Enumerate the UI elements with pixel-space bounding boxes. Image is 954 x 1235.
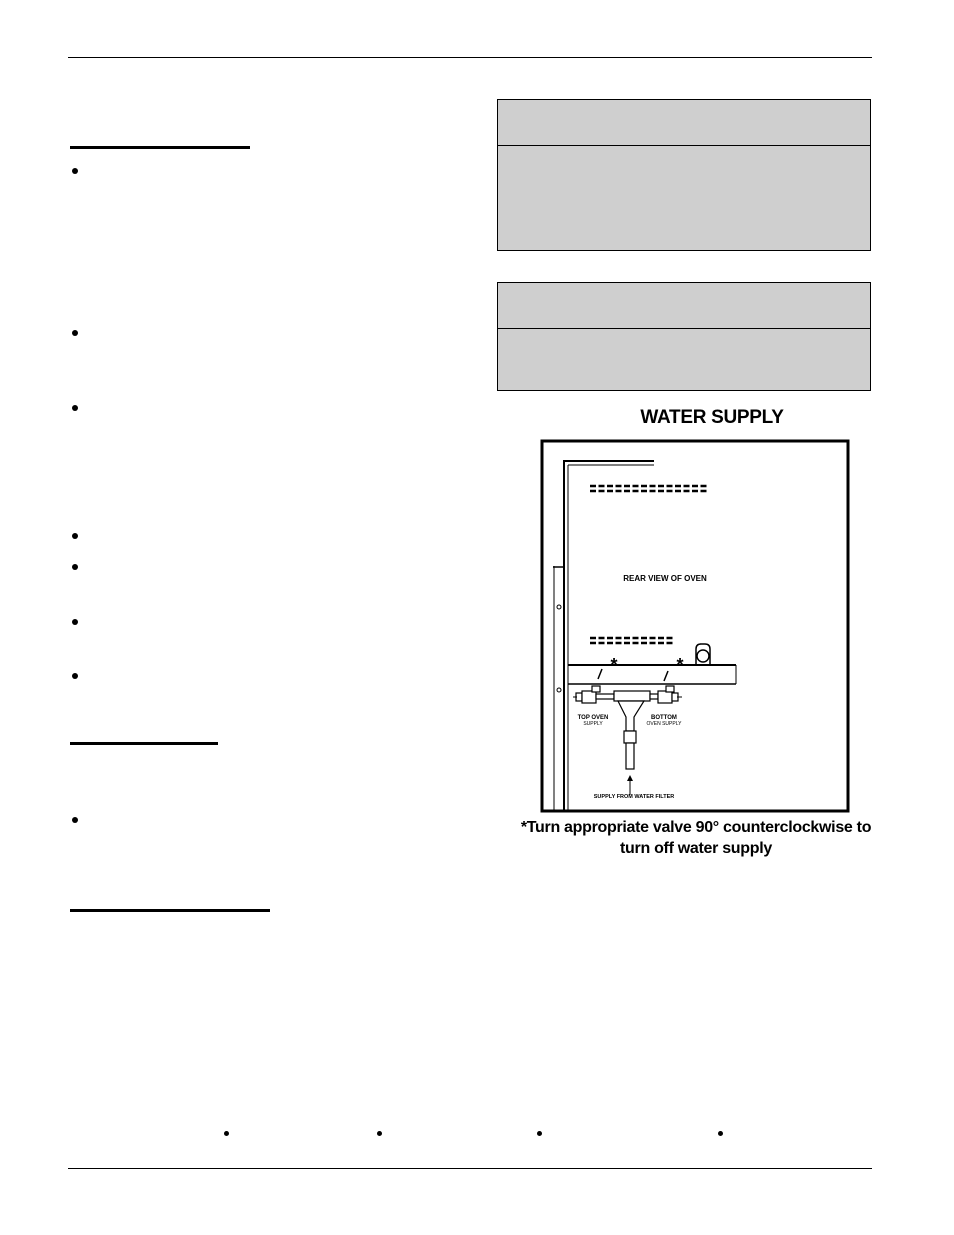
footer-rule [68, 1168, 872, 1169]
list-bullet [72, 533, 78, 539]
list-bullet [72, 673, 78, 679]
section-heading-underline-1 [70, 146, 250, 149]
notice-box-2 [497, 282, 871, 391]
water-supply-diagram [540, 439, 850, 814]
list-bullet [72, 330, 78, 336]
footer-bullet [718, 1131, 723, 1136]
list-bullet [72, 405, 78, 411]
rear-view-label: REAR VIEW OF OVEN [623, 574, 707, 583]
list-bullet [72, 817, 78, 823]
section-heading-underline-3 [70, 909, 270, 912]
top-oven-supply-label-1: TOP OVEN [577, 715, 609, 721]
notice-box-header [498, 100, 870, 146]
notice-box-1 [497, 99, 871, 251]
footer-bullet [537, 1131, 542, 1136]
header-rule [68, 57, 872, 58]
footer-bullet [377, 1131, 382, 1136]
list-bullet [72, 619, 78, 625]
figure-caption [510, 817, 882, 859]
footer-bullet [224, 1131, 229, 1136]
bottom-oven-supply-label-2: OVEN SUPPLY [646, 721, 682, 727]
top-oven-supply-label-2: SUPPLY [583, 721, 603, 727]
notice-box-header [498, 283, 870, 329]
valve-marker-top: * [610, 655, 618, 675]
valve-marker-bottom: * [676, 655, 684, 675]
bottom-oven-supply-label-1: BOTTOM [651, 715, 677, 721]
list-bullet [72, 564, 78, 570]
figure-title: WATER SUPPLY [640, 407, 784, 428]
list-bullet [72, 168, 78, 174]
figure-caption-line-1: *Turn appropriate valve 90° counterclockwise to [520, 819, 872, 836]
section-heading-underline-2 [70, 742, 218, 745]
supply-from-filter-label: SUPPLY FROM WATER FILTER [593, 794, 675, 800]
figure-caption-line-2: turn off water supply [620, 840, 772, 857]
